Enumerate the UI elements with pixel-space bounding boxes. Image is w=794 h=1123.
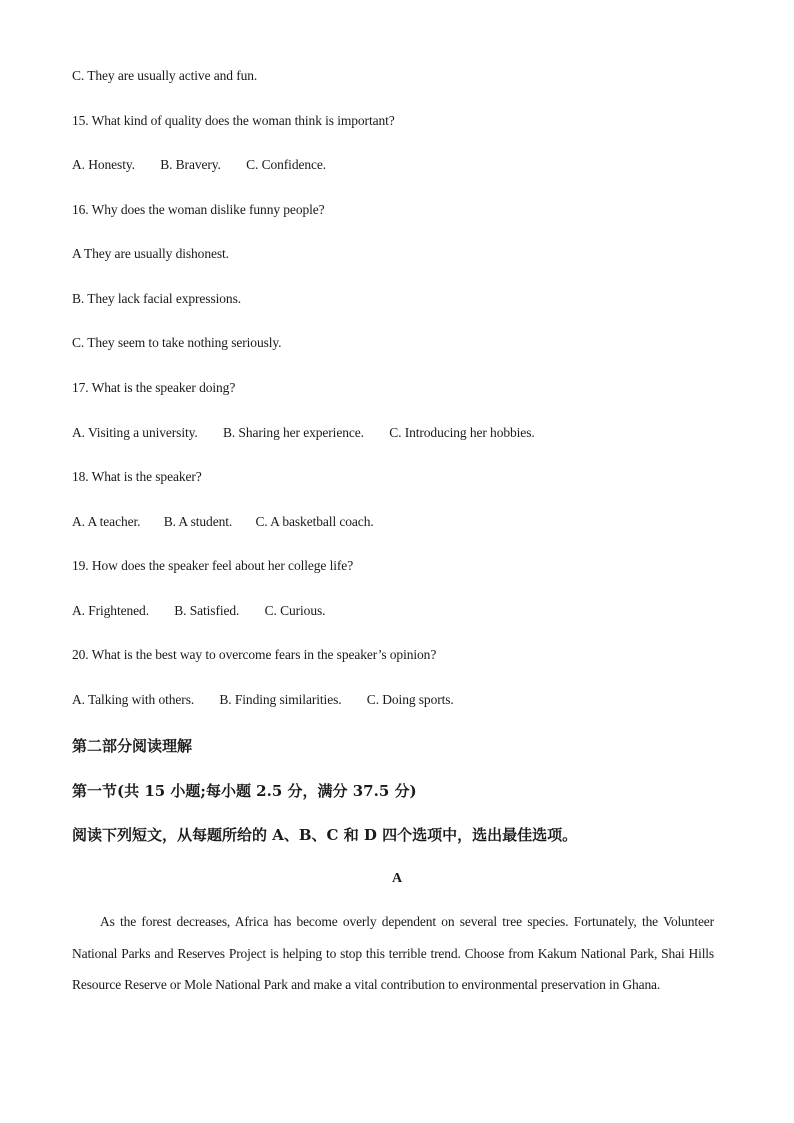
- q20-option-c: C. Doing sports.: [366, 692, 454, 707]
- q16-option-b: B. They lack facial expressions.: [72, 291, 241, 306]
- q16-option-a: A They are usually dishonest.: [72, 246, 229, 261]
- q15-option-c: C. Confidence.: [246, 157, 327, 172]
- q15-question: 15. What kind of quality does the woman think is important?: [72, 113, 395, 128]
- q17-question: 17. What is the speaker doing?: [72, 380, 236, 395]
- q14-option-c: C. They are usually active and fun.: [72, 68, 258, 83]
- q20-question: 20. What is the best way to overcome fears in the speaker’s opinion?: [72, 647, 437, 662]
- q18-question: 18. What is the speaker?: [72, 469, 202, 484]
- q19-option-c: C. Curious.: [264, 603, 326, 618]
- q17-option-a: A. Visiting a university.: [72, 425, 198, 440]
- q18-options: [72, 514, 374, 530]
- q15-option-a: A. Honesty.: [72, 157, 135, 172]
- q18-option-a: A. A teacher.: [72, 514, 141, 529]
- part2-section1: 第一节(共 15 小题;每小题 2.5 分，满分 37.5 分): [72, 782, 417, 800]
- q18-option-c: C. A basketball coach.: [255, 514, 374, 529]
- q15-option-b: B. Bravery.: [160, 157, 221, 172]
- q17-option-c: C. Introducing her hobbies.: [389, 425, 535, 440]
- q16-option-c: C. They seem to take nothing seriously.: [72, 335, 282, 350]
- q20-option-a: A. Talking with others.: [72, 692, 195, 707]
- q19-options: [72, 603, 325, 619]
- q19-option-b: B. Satisfied.: [174, 603, 240, 618]
- q16-question: 16. Why does the woman dislike funny people?: [72, 202, 325, 217]
- q20-option-b: B. Finding similarities.: [219, 692, 342, 707]
- q15-options: [72, 157, 326, 173]
- q18-option-b: B. A student.: [163, 514, 233, 529]
- passage-label: A: [391, 871, 403, 886]
- q19-option-a: A. Frightened.: [72, 603, 149, 618]
- q17-options: [72, 425, 535, 441]
- q20-options: [72, 692, 454, 708]
- q19-question: 19. How does the speaker feel about her college life?: [72, 558, 354, 573]
- part2-title: 第二部分阅读理解: [72, 737, 193, 755]
- q17-option-b: B. Sharing her experience.: [222, 425, 364, 440]
- passage-paragraph: As the forest decreases, Africa has become overly dependent on several tree species. Fortunately, the Volunteer National Parks and Reserves Project is helping to stop this terrible trend. Choose from Kakum National Park, Shai Hills Resource Reserve or Mole National Park and make a vital contribution to environmental preservation in Ghana.: [72, 914, 714, 992]
- part2-instruction: 阅读下列短文，从每题所给的 A、B、C 和 D 四个选项中，选出最佳选项。: [72, 826, 578, 844]
